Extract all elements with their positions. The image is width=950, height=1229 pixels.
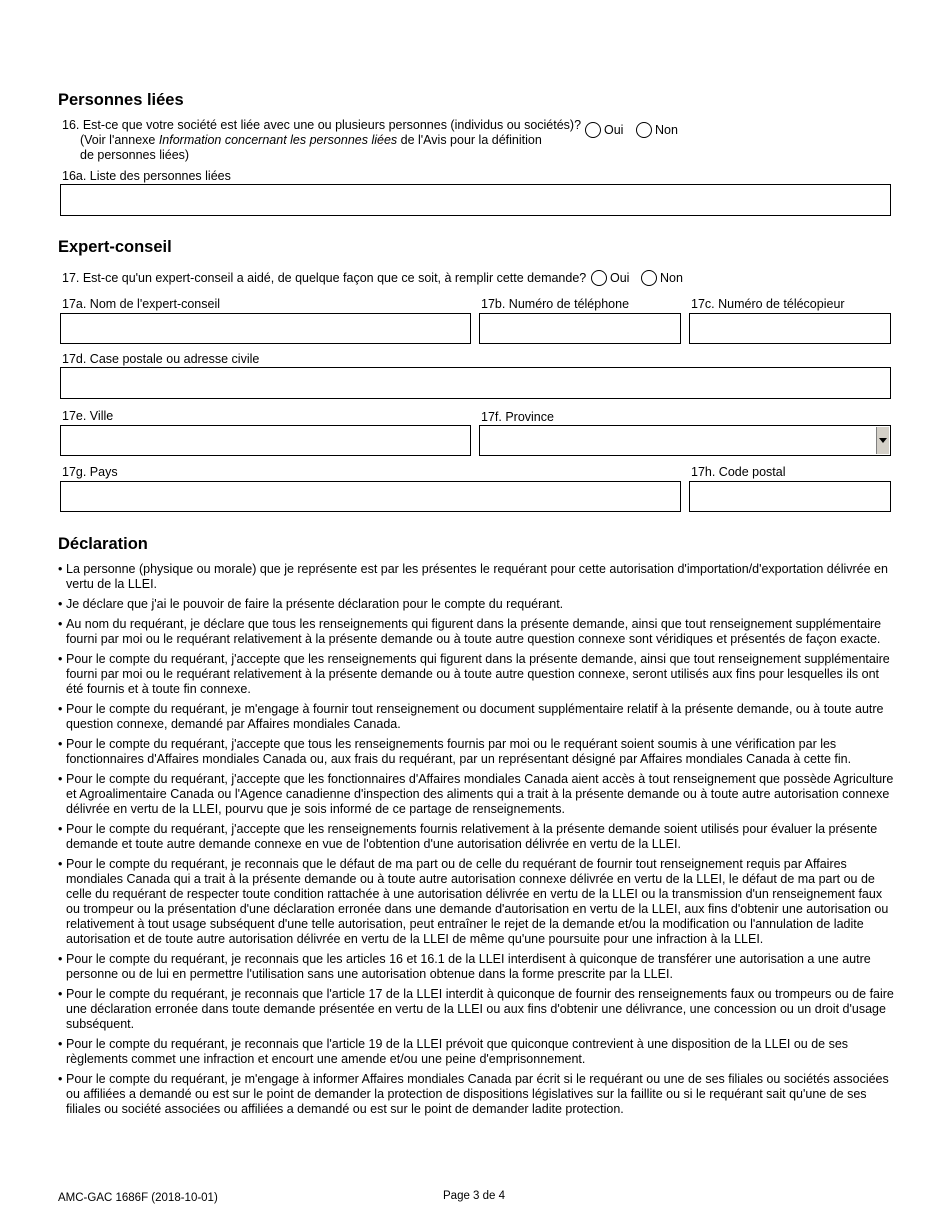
radio-label-oui: Oui — [604, 122, 624, 137]
declaration-list — [58, 562, 894, 1122]
field-label-16a: 16a. Liste des personnes liées — [62, 169, 231, 183]
section-title-related-persons: Personnes liées — [58, 91, 184, 109]
field-label-17d: 17d. Case postale ou adresse civile — [62, 352, 260, 366]
field-label-17c: 17c. Numéro de télécopieur — [691, 297, 845, 311]
consultant-name-input[interactable] — [60, 313, 471, 344]
declaration-item: • Pour le compte du requérant, je reconnais que les articles 16 et 16.1 de la LLEI interdisent à quiconque de transférer une autorisation a une autre personne ou de lui en permettre l'utilisation sans une autorisation obtenue dans la forme prescrite par la LLEI. — [58, 952, 894, 982]
page-number: Page 3 de 4 — [443, 1190, 506, 1202]
related-persons-list-input[interactable] — [60, 184, 891, 216]
field-label-17b: 17b. Numéro de téléphone — [481, 297, 630, 311]
declaration-item: • Pour le compte du requérant, je m'engage à fournir tout renseignement ou document supplémentaire relatif à la présente demande, ou à toute autre question connexe, demandé par Affaires mondiales Canada. — [58, 702, 894, 732]
note-suffix: de l'Avis pour la définition — [397, 133, 542, 147]
radio-circle[interactable] — [641, 270, 657, 286]
consultant-fax-input[interactable] — [689, 313, 891, 344]
radio-label-oui: Oui — [610, 270, 630, 285]
note-prefix: (Voir l'annexe — [80, 133, 159, 147]
radio-circle[interactable] — [636, 122, 652, 138]
question-16-note-end: de personnes liées) — [80, 148, 190, 162]
question-17-text: 17. Est-ce qu'un expert-conseil a aidé, de quelque façon que ce soit, à remplir cette demande? — [62, 271, 587, 285]
declaration-item: • Pour le compte du requérant, j'accepte que les renseignements fournis relativement à la présente demande soient utilisés pour évaluer la présente demande et toute autre demande connexe en vue de l'obtention d'une autorisation délivrée en vertu de la LLEI. — [58, 822, 894, 852]
declaration-item: • Je déclare que j'ai le pouvoir de faire la présente déclaration pour le compte du requérant. — [58, 597, 894, 612]
declaration-item: • La personne (physique ou morale) que je représente est par les présentes le requérant pour cette autorisation d'importation/d'exportation délivrée en vertu de la LLEI. — [58, 562, 894, 592]
radio-16-oui[interactable] — [585, 122, 623, 138]
declaration-item: • Pour le compte du requérant, je reconnais que l'article 19 de la LLEI prévoit que quiconque contrevient à une disposition de la LLEI ou de ses règlements commet une infraction et encourt une amende et/ou une peine d'emprisonnement. — [58, 1037, 894, 1067]
declaration-item: • Pour le compte du requérant, je reconnais que le défaut de ma part ou de celle du requérant de fournir tout renseignement requis par Affaires mondiales Canada qui a trait à la présente demande ou à toute autre autorisation connexe délivrée en vertu de la LLEI, le défaut de ma part ou de celle du requérant de respecter toute condition rattachée à une autorisation délivrée en vertu de la LLEI ou la transmission d'un renseignement faux ou trompeur ou la présentation d'une déclaration erronée dans une demande d'autorisation en vertu de la LLEI, aux fins d'obtenir une autorisation ou relativement à tout usage subséquent d'une telle autorisation, peut entraîner le rejet de la demande et/ou la modification ou l'annulation de ladite autorisation et de toute autre autorisation délivrée en vertu de la LLEI de même qu'une poursuite pour une infraction à la LLEI. — [58, 857, 894, 947]
consultant-postal-code-input[interactable] — [689, 481, 891, 512]
radio-circle[interactable] — [585, 122, 601, 138]
consultant-address-input[interactable] — [60, 367, 891, 399]
section-title-declaration: Déclaration — [58, 535, 148, 553]
declaration-item: • Pour le compte du requérant, j'accepte que tous les renseignements fournis par moi ou le requérant soient soumis à une vérification par les fonctionnaires d'Affaires mondiales Canada ou, aux frais du requérant, par un représentant désigné par Affaires mondiales Canada à cette fin. — [58, 737, 894, 767]
field-label-17a: 17a. Nom de l'expert-conseil — [62, 297, 221, 311]
radio-circle[interactable] — [591, 270, 607, 286]
consultant-city-input[interactable] — [60, 425, 471, 456]
dropdown-button[interactable] — [876, 427, 889, 454]
declaration-item: • Au nom du requérant, je déclare que tous les renseignements qui figurent dans la présente demande, ainsi que tout renseignement supplémentaire fourni par moi ou le requérant relativement à la présente demande ou à toute autre question connexe sont véridiques et présentés de façon exacte. — [58, 617, 894, 647]
field-label-17h: 17h. Code postal — [691, 465, 786, 479]
section-title-consultant: Expert-conseil — [58, 238, 172, 256]
question-16-text: 16. Est-ce que votre société est liée avec une ou plusieurs personnes (individus ou sociétés)? — [62, 118, 582, 132]
radio-17-non[interactable] — [641, 270, 683, 286]
consultant-country-input[interactable] — [60, 481, 681, 512]
radio-17-oui[interactable] — [591, 270, 629, 286]
declaration-item: • Pour le compte du requérant, j'accepte que les renseignements qui figurent dans la présente demande, ainsi que tout renseignement supplémentaire fourni par moi ou le requérant relativement à la présente demande ou à toute autre question connexe, seront utilisés aux fins pour lesquelles ils ont été fournis et à toute fin connexe. — [58, 652, 894, 697]
form-identifier: AMC-GAC 1686F (2018-10-01) — [58, 1192, 218, 1204]
chevron-down-icon — [879, 438, 887, 443]
consultant-phone-input[interactable] — [479, 313, 681, 344]
field-label-17e: 17e. Ville — [62, 409, 114, 423]
field-label-17g: 17g. Pays — [62, 465, 118, 479]
question-16-note — [80, 133, 542, 148]
consultant-province-select[interactable] — [479, 425, 891, 456]
declaration-item: • Pour le compte du requérant, j'accepte que les fonctionnaires d'Affaires mondiales Canada aient accès à tout renseignement que possède Agriculture et Agroalimentaire Canada ou l'Agence canadienne d'inspection des aliments qui a trait à la présente demande ou à toute autre autorisation connexe délivrée en vertu de la LLEI, pourvu que je sois informé de ce partage de renseignements. — [58, 772, 894, 817]
radio-16-non[interactable] — [636, 122, 678, 138]
declaration-item: • Pour le compte du requérant, je reconnais que l'article 17 de la LLEI interdit à quiconque de fournir des renseignements faux ou trompeurs ou de faire une déclaration erronée dans toute demande présentée en vertu de la LLEI ou aux fins d'obtenir une délivrance, une concession ou un droit d'usage subséquent. — [58, 987, 894, 1032]
field-label-17f: 17f. Province — [481, 410, 554, 424]
note-italic-link-text: Information concernant les personnes liées — [158, 133, 398, 147]
radio-label-non: Non — [660, 270, 683, 285]
radio-label-non: Non — [655, 122, 678, 137]
declaration-item: • Pour le compte du requérant, je m'engage à informer Affaires mondiales Canada par écrit si le requérant ou une de ses filiales ou sociétés associées ou affiliées a demandé ou est sur le point de demander la protection de dispositions législatives sur la faillite ou si le requérant sait qu'une de ses filiales ou société associées ou affiliées a demandé ou est sur le point de demander ladite protection. — [58, 1072, 894, 1117]
